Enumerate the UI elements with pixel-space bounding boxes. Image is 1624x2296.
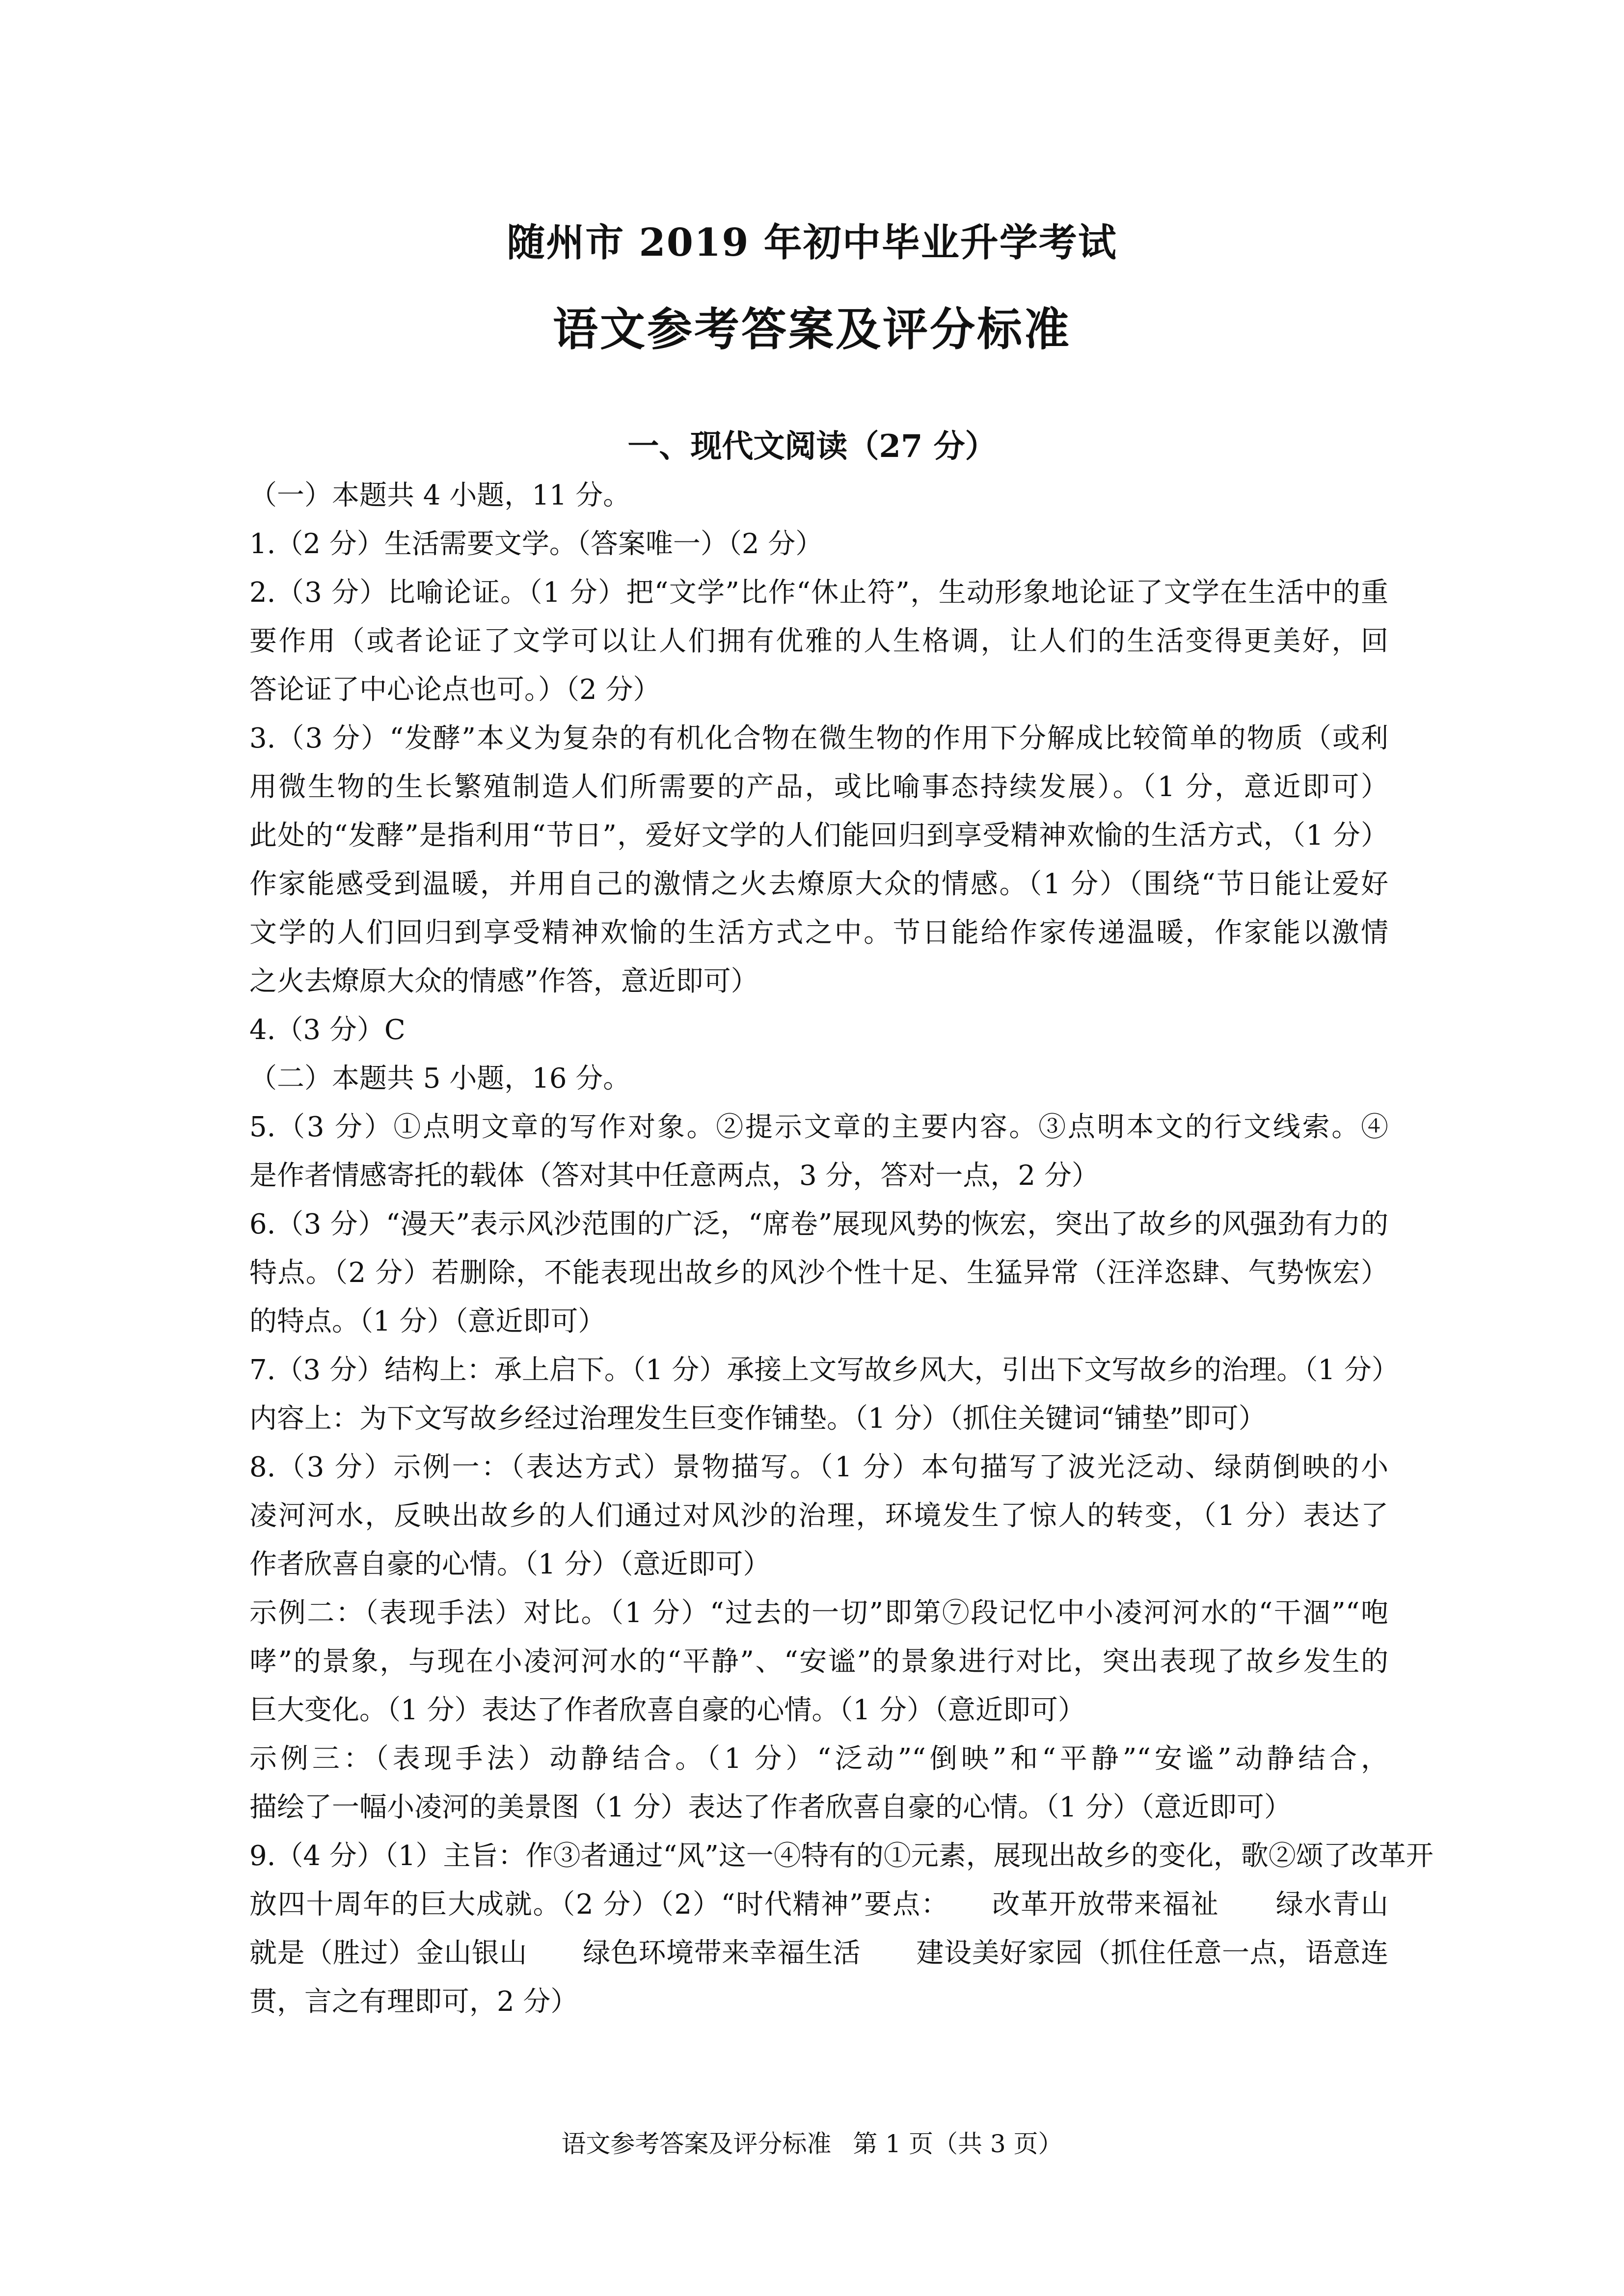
text-line: 作家能感受到温暖，并用自己的激情之火去燎原大众的情感。（1 分）（围绕“节日能让爱好 [249,868,1388,900]
footer-page-number: 第 1 页（共 3 页） [853,2130,1063,2158]
page-title: 随州市 2019 年初中毕业升学考试 [507,220,1117,265]
footer-doc-name: 语文参考答案及评分标准 [561,2130,832,2158]
page-subtitle: 语文参考答案及评分标准 [552,303,1071,356]
text-line: 凌河河水，反映出故乡的人们通过对风沙的治理，环境发生了惊人的转变，（1 分）表达了 [249,1500,1388,1532]
text-line: 7.（3 分）结构上：承上启下。（1 分）承接上文写故乡风大，引出下文写故乡的治理。（1 分） [249,1354,1399,1386]
text-line: 2.（3 分）比喻论证。（1 分）把“文学”比作“休止符”，生动形象地论证了文学在生活中的重 [249,577,1388,609]
text-line: 9.（4 分）（1）主旨：作③者通过“风”这一④特有的①元素，展现出故乡的变化，歌②颂了改革开 [249,1840,1434,1872]
text-line: 5.（3 分）①点明文章的写作对象。②提示文章的主要内容。③点明本文的行文线索。④ [249,1111,1388,1143]
text-line: 要作用（或者论证了文学可以让人们拥有优雅的人生格调，让人们的生活变得更美好，回 [249,625,1388,657]
text-line: 示例二：（表现手法）对比。（1 分）“过去的一切”即第⑦段记忆中小凌河河水的“干涸”“咆 [249,1597,1388,1629]
text-line: 的特点。（1 分）（意近即可） [249,1306,606,1337]
text-line: 用微生物的生长繁殖制造人们所需要的产品，或比喻事态持续发展）。（1 分，意近即可） [249,771,1388,803]
text-line: 特点。（2 分）若删除，不能表现出故乡的风沙个性十足、生猛异常（汪洋恣肆、气势恢宏） [249,1257,1388,1289]
text-line: 哮”的景象，与现在小凌河河水的“平静”、“安谧”的景象进行对比，突出表现了故乡发生的 [249,1646,1388,1678]
text-line: 是作者情感寄托的载体（答对其中任意两点，3 分，答对一点，2 分） [249,1160,1099,1192]
text-line: 示例三：（表现手法）动静结合。（1 分）“泛动”“倒映”和“平静”“安谧”动静结合， [249,1743,1388,1775]
text-line: 内容上：为下文写故乡经过治理发生巨变作铺垫。（1 分）（抓住关键词“铺垫”即可） [249,1403,1266,1435]
text-line: 之火去燎原大众的情感”作答，意近即可） [249,965,758,997]
page-footer [0,2124,1624,2160]
text-line: 答论证了中心论点也可。）（2 分） [249,674,661,706]
answer-content [249,471,1434,2026]
text-line: 作者欣喜自豪的心情。（1 分）（意近即可） [249,1548,771,1580]
text-line: 3.（3 分）“发酵”本义为复杂的有机化合物在微生物的作用下分解成比较简单的物质（或利 [249,722,1388,754]
text-line: 6.（3 分）“漫天”表示风沙范围的广泛，“席卷”展现风势的恢宏，突出了故乡的风强劲有力的 [249,1208,1388,1240]
text-line: 文学的人们回归到享受精神欢愉的生活方式之中。节日能给作家传递温暖，作家能以激情 [249,917,1388,949]
text-line: 描绘了一幅小凌河的美景图（1 分）表达了作者欣喜自豪的心情。（1 分）（意近即可） [249,1791,1292,1823]
text-line: 此处的“发酵”是指利用“节日”，爱好文学的人们能回归到享受精神欢愉的生活方式，（1 分） [249,820,1388,852]
section-heading: 一、现代文阅读（27 分） [627,428,997,465]
text-line: 1.（2 分）生活需要文学。（答案唯一）（2 分） [249,528,823,560]
text-line: 放四十周年的巨大成就。（2 分）（2）“时代精神”要点： 改革开放带来福祉 绿水青山 [249,1889,1388,1921]
text-line: （一）本题共 4 小题，11 分。 [249,480,631,511]
text-line: （二）本题共 5 小题，16 分。 [249,1063,631,1095]
text-line: 巨大变化。（1 分）表达了作者欣喜自豪的心情。（1 分）（意近即可） [249,1694,1085,1726]
text-line: 就是（胜过）金山银山 绿色环境带来幸福生活 建设美好家园（抓住任意一点，语意连 [249,1937,1388,1969]
text-line: 8.（3 分）示例一：（表达方式）景物描写。（1 分）本句描写了波光泛动、绿荫倒映的小 [249,1451,1388,1483]
text-line: 贯，言之有理即可，2 分） [249,1986,578,2018]
text-line: 4.（3 分）C [249,1014,406,1046]
